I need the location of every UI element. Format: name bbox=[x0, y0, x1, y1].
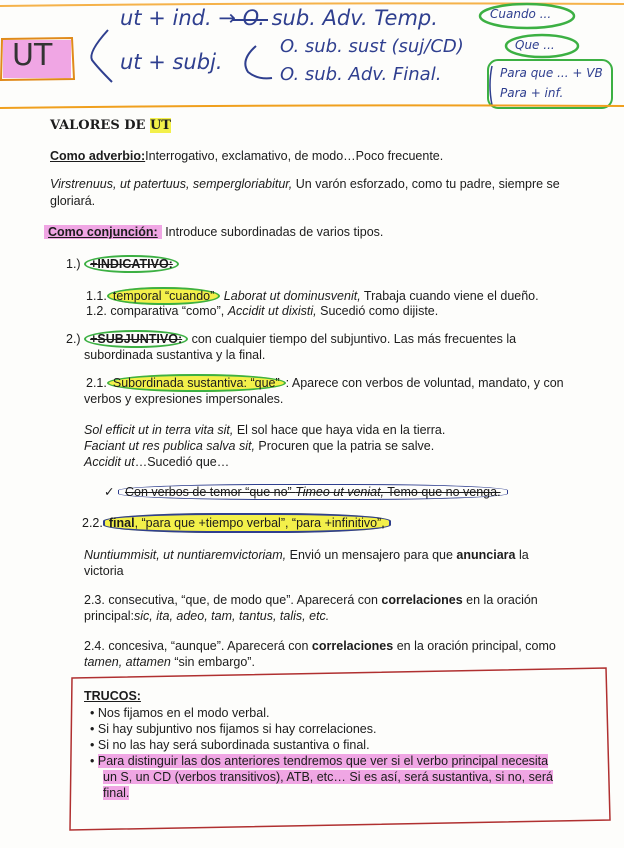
section-1-heading: 1.) +INDICATIVO: bbox=[66, 256, 179, 272]
example-1: Sol efficit ut in terra vita sit, El sol hace que haya vida en la tierra. bbox=[84, 423, 446, 437]
header-line2a-tag: Que ... bbox=[515, 38, 555, 52]
item-2-4-cont: tamen, attamen “sin embargo”. bbox=[84, 655, 255, 669]
item-2-2: 2.2. final, “para que +tiempo verbal”, “para +infinitivo”, bbox=[82, 515, 391, 531]
trucos-item: • Para distinguir las dos anteriores tendremos que ver si el verbo principal necesita bbox=[90, 754, 549, 768]
item-2-3-cont: principal:sic, ita, adeo, tam, tantus, talis, etc. bbox=[84, 609, 330, 623]
trucos-title: TRUCOS: bbox=[84, 689, 141, 703]
check-icon: ✓ bbox=[104, 485, 115, 499]
example-3: Accidit ut…Sucedió que… bbox=[84, 455, 230, 469]
header-line2-left: ut + subj. bbox=[120, 50, 223, 74]
conjuncion-line: Como conjunción: Introduce subordinadas de varios tipos. bbox=[44, 224, 383, 240]
example-4: Nuntiummisit, ut nuntiaremvictoriam, Envió un mensajero para que anunciara la bbox=[84, 548, 529, 562]
item-2-1: 2.1. Subordinada sustantiva: “que” : Aparece con verbos de voluntad, mandato, y con bbox=[86, 376, 564, 390]
header-line1-tag: Cuando ... bbox=[490, 7, 552, 21]
item-2-4: 2.4. concesiva, “aunque”. Aparecerá con correlaciones en la oración principal, como bbox=[84, 639, 556, 653]
item-2-1-text: verbos y expresiones impersonales. bbox=[84, 392, 284, 406]
temor-line: ✓ Con verbos de temor “que no” Timeo ut veniat, Temo que no venga. bbox=[104, 484, 508, 500]
trucos-item-cont: un S, un CD (verbos transitivos), ATB, etc… Si es así, será sustantiva, si no, será bbox=[103, 770, 553, 784]
example-4-cont: victoria bbox=[84, 564, 124, 578]
adverbio-example-2: gloriará. bbox=[50, 194, 96, 208]
header-line2a: O. sub. sust (suj/CD) bbox=[280, 36, 464, 57]
item-1-1: 1.1. temporal “cuando” Laborat ut dominusvenit, Trabaja cuando viene el dueño. bbox=[86, 289, 539, 303]
trucos-item-cont: final. bbox=[103, 786, 130, 800]
adverbio-example: Virstrenuus, ut patertuus, sempergloriabitur, Un varón esforzado, como tu padre, siempre se bbox=[50, 177, 560, 191]
adverbio-line: Como adverbio:Interrogativo, exclamativo, de modo…Poco frecuente. bbox=[50, 149, 444, 163]
header-note-2: Para + inf. bbox=[500, 86, 564, 100]
section-2-text: subordinada sustantiva y la final. bbox=[84, 348, 266, 362]
trucos-item: • Nos fijamos en el modo verbal. bbox=[90, 706, 270, 720]
section-2-heading: 2.) +SUBJUNTIVO: con cualquier tiempo del subjuntivo. Las más frecuentes la bbox=[66, 332, 517, 346]
header-line1: ut + ind. → O. sub. Adv. Temp. bbox=[120, 6, 438, 30]
header-note-1: Para que ... + VB bbox=[500, 66, 603, 80]
ut-big-label: UT bbox=[12, 38, 53, 73]
trucos-item: • Si hay subjuntivo nos fijamos si hay correlaciones. bbox=[90, 722, 377, 736]
item-2-3: 2.3. consecutiva, “que, de modo que”. Aparecerá con correlaciones en la oración bbox=[84, 593, 538, 607]
trucos-item: • Si no las hay será subordinada sustantiva o final. bbox=[90, 738, 370, 752]
item-1-2: 1.2. comparativa “como”, Accidit ut dixisti, Sucedió como dijiste. bbox=[86, 304, 439, 318]
header-line2b: O. sub. Adv. Final. bbox=[280, 64, 442, 85]
page-title: VALORES DE UT bbox=[50, 118, 171, 133]
example-2: Faciant ut res publica salva sit, Procuren que la patria se salve. bbox=[84, 439, 435, 453]
